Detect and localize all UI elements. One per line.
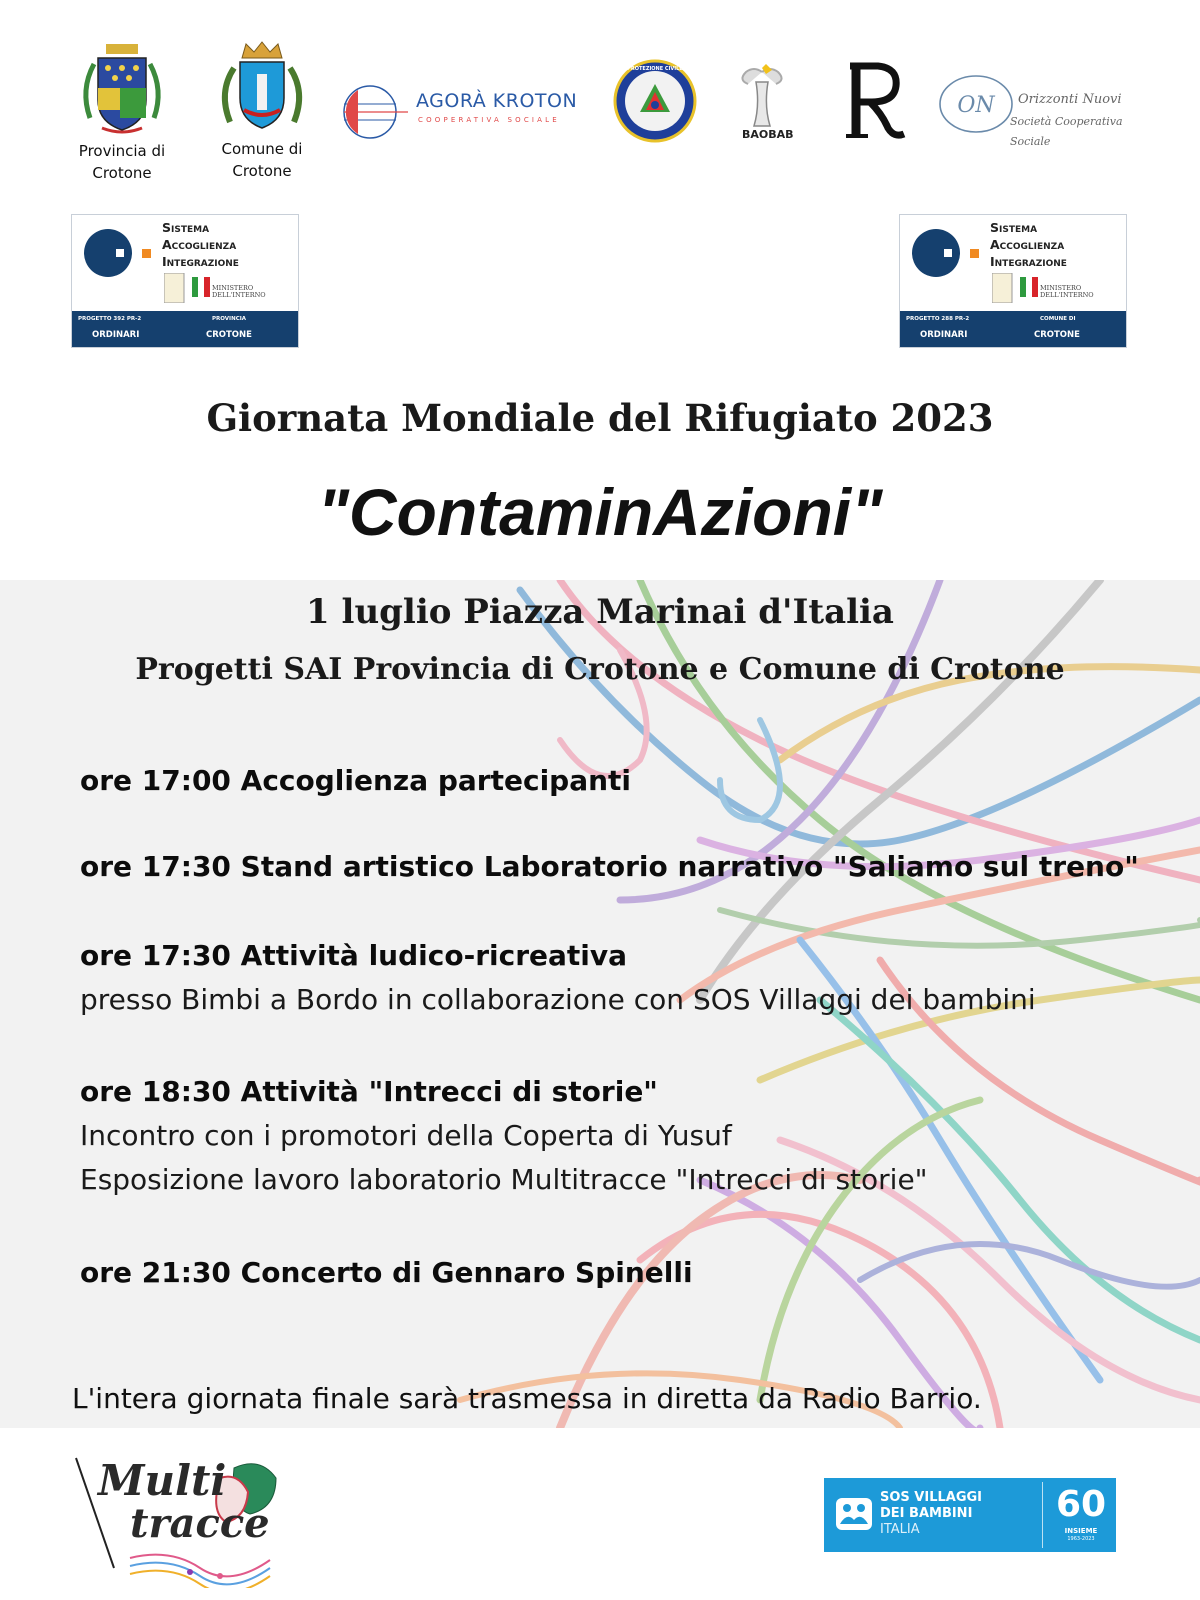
italian-flag-icon: [992, 273, 1042, 303]
sai-logo-icon: [82, 225, 152, 285]
svg-text:ON: ON: [957, 93, 995, 118]
schedule-item-1: ore 17:00 Accoglienza partecipanti: [80, 764, 632, 797]
r-monogram-icon: [842, 58, 912, 144]
logo-multitracce: [70, 1448, 290, 1588]
logo-r-consorzio: [842, 58, 912, 144]
sos-anniversary: 60: [1056, 1484, 1107, 1525]
schedule-item-5: ore 21:30 Concerto di Gennaro Spinelli: [80, 1256, 693, 1289]
sai-box-provincia: [71, 214, 299, 348]
sai-ente: CROTONE: [1034, 330, 1080, 340]
agora-subtitle: COOPERATIVA SOCIALE: [418, 116, 560, 124]
sai-categoria: ORDINARI: [92, 330, 140, 340]
logo-provincia-crotone: [72, 40, 172, 190]
logo-baobab: [732, 62, 802, 148]
date-place: 1 luglio Piazza Marinai d'Italia: [306, 592, 894, 632]
comune-crest-icon: [212, 40, 312, 140]
logo-protezione-civile: [612, 58, 698, 144]
provincia-crest-icon: [72, 40, 172, 140]
sai-ministero: MINISTERO DELL'INTERNO: [212, 284, 266, 299]
orizzonti-name: Orizzonti Nuovi: [1018, 92, 1122, 107]
sos-insieme: INSIEME 1963-2023: [1064, 1527, 1098, 1542]
sai-ente-small: COMUNE DI: [1040, 316, 1076, 322]
baobab-name: BAOBAB: [742, 128, 794, 141]
protezione-civile-text: PROTEZIONE CIVILE: [627, 66, 683, 72]
schedule-item-4-detail-2: Esposizione lavoro laboratorio Multitracce "Intrecci di storie": [80, 1163, 928, 1196]
baobab-tree-icon: [732, 62, 792, 132]
sai-bar: [72, 311, 298, 347]
comune-caption: Comune di Crotone: [221, 140, 303, 180]
sos-name: SOS VILLAGGI DEI BAMBINI ITALIA: [880, 1490, 983, 1537]
schedule-item-3: ore 17:30 Attività ludico-ricreativa: [80, 939, 628, 972]
logo-sos-villaggi: [824, 1478, 1116, 1552]
schedule-item-3-detail: presso Bimbi a Bordo in collaborazione con SOS Villaggi dei bambini: [80, 983, 1036, 1016]
sai-progetto: PROGETTO 392 PR-2: [78, 316, 142, 322]
sai-categoria: ORDINARI: [920, 330, 968, 340]
sai-ministero: MINISTERO DELL'INTERNO: [1040, 284, 1094, 299]
event-title: Giornata Mondiale del Rifugiato 2023: [206, 396, 994, 440]
provincia-caption: Provincia di Crotone: [78, 142, 166, 182]
projects-line: Progetti SAI Provincia di Crotone e Comune di Crotone: [135, 652, 1065, 687]
schedule-item-2: ore 17:30 Stand artistico Laboratorio narrativo "Saliamo sul treno": [80, 850, 1139, 883]
logo-agora-kroton: [338, 82, 588, 142]
broadcast-note: L'intera giornata finale sarà trasmessa in diretta da Radio Barrio.: [72, 1382, 982, 1415]
orizzonti-on-icon: [938, 70, 1018, 136]
sai-ente-small: PROVINCIA: [212, 316, 247, 322]
sai-progetto: PROGETTO 288 PR-2: [906, 316, 970, 322]
logo-orizzonti-nuovi: [938, 70, 1144, 148]
agora-globe-icon: [338, 82, 412, 142]
logo-comune-crotone: [212, 40, 312, 190]
sos-children-icon: [834, 1496, 874, 1532]
italian-flag-icon: [164, 273, 214, 303]
sai-title: Sistema Accoglienza Integrazione: [162, 220, 239, 269]
agora-name: AGORÀ KROTON: [416, 90, 578, 112]
sos-divider: [1042, 1482, 1043, 1548]
sai-box-comune: [899, 214, 1127, 348]
sai-title: Sistema Accoglienza Integrazione: [990, 220, 1067, 269]
schedule-item-4-detail-1: Incontro con i promotori della Coperta di Yusuf: [80, 1119, 732, 1152]
main-title: "ContaminAzioni": [317, 475, 883, 549]
sai-logo-icon: [910, 225, 980, 285]
multitracce-line1: Multi: [98, 1456, 227, 1505]
multitracce-line2: tracce: [130, 1500, 270, 1547]
orizzonti-subtitle: Società Cooperativa Sociale: [1010, 115, 1123, 148]
sai-ente: CROTONE: [206, 330, 252, 340]
sai-bar: [900, 311, 1126, 347]
schedule-item-4: ore 18:30 Attività "Intrecci di storie": [80, 1075, 658, 1108]
